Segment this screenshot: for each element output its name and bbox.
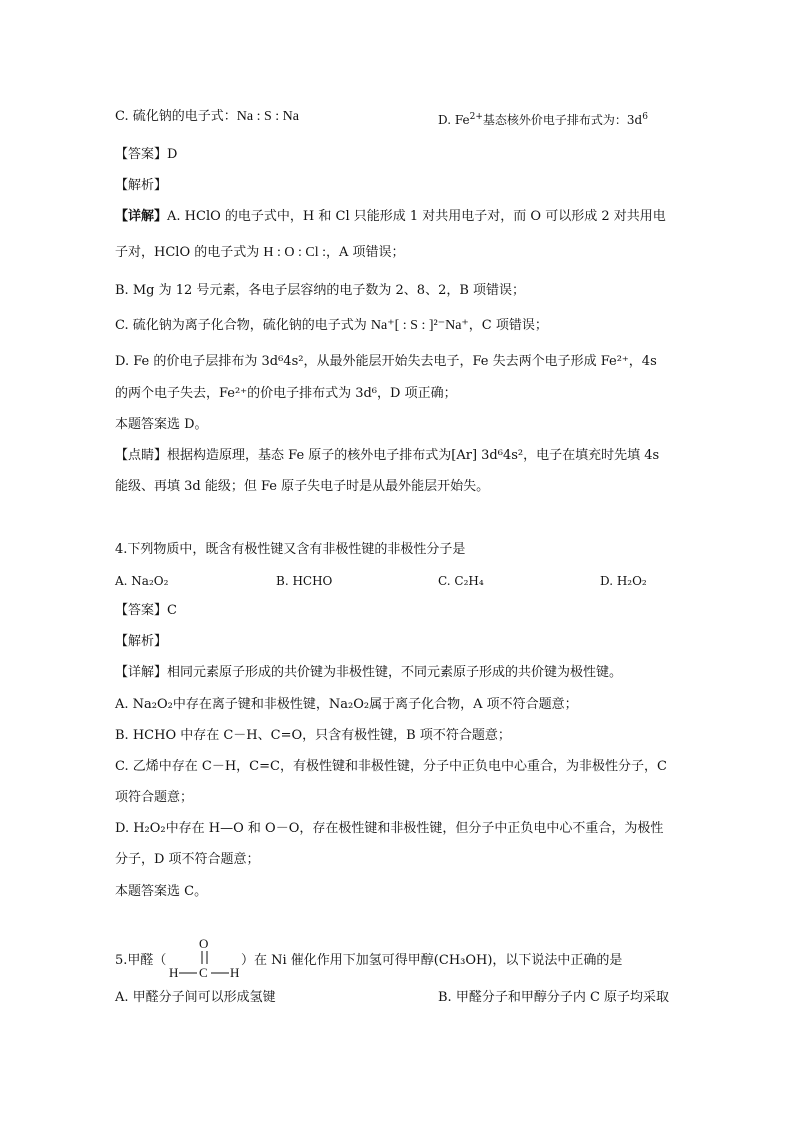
q5-option-b: B. 甲醛分子和甲醇分子内 C 原子均采取 bbox=[438, 990, 670, 1005]
q4-option-d: D. H₂O₂ bbox=[600, 574, 647, 588]
q4-a-line: A. Na₂O₂中存在离子键和非极性键，Na₂O₂属于离子化合物，A 项不符合题意； bbox=[115, 697, 578, 712]
q3-choose: 本题答案选 D。 bbox=[115, 417, 208, 432]
struct-h-right: H bbox=[230, 965, 240, 980]
q4-d-line-1: D. H₂O₂中存在 H—O 和 O－O，存在极性键和非极性键，但分子中正负电中心不重合，为极性 bbox=[115, 821, 664, 836]
q3-analysis: 【解析】 bbox=[115, 178, 168, 193]
q3-b-line: B. Mg 为 12 号元素，各电子层容纳的电子数为 2、8、2，B 项错误； bbox=[115, 283, 526, 298]
q4-d-line-2: 分子，D 项不符合题意； bbox=[115, 852, 260, 867]
q4-stem: 4.下列物质中，既含有极性键又含有非极性键的非极性分子是 bbox=[115, 542, 466, 557]
na2s-ionic-formula: Na⁺[ : S : ]²⁻Na⁺ bbox=[370, 318, 469, 333]
q3-option-c: C. 硫化钠的电子式：Na : S : Na bbox=[115, 109, 299, 124]
q4-option-a: A. Na₂O₂ bbox=[115, 574, 169, 588]
struct-h-left: H bbox=[169, 965, 179, 980]
struct-oxygen: O bbox=[199, 936, 209, 951]
q4-analysis: 【解析】 bbox=[115, 634, 168, 649]
q3-point-line-1: 【点睛】根据构造原理，基态 Fe 原子的核外电子排布式为[Ar] 3d⁶4s²，电子在填充时先填 4s bbox=[115, 448, 660, 463]
q4-c-line-2: 项符合题意； bbox=[115, 790, 194, 805]
q5-stem-suffix: ）在 Ni 催化作用下加氢可得甲醇(CH₃OH)，以下说法中正确的是 bbox=[241, 953, 623, 968]
q4-detail: 【详解】相同元素原子形成的共价键为非极性键，不同元素原子形成的共价键为极性键。 bbox=[115, 665, 623, 680]
q3-answer: 【答案】D bbox=[115, 147, 178, 162]
q4-answer: 【答案】C bbox=[115, 603, 177, 618]
q3-option-d: D. $Fe^{2+}$基态核外价电子排布式为：$3d^6$ bbox=[438, 112, 648, 127]
q3-c-line: C. 硫化钠为离子化合物，硫化钠的电子式为 Na⁺[ : S : ]²⁻Na⁺，C 项错误； bbox=[115, 318, 548, 333]
q3-point-line-2: 能级、再填 3d 能级；但 Fe 原子失电子时是从最外能层开始失。 bbox=[115, 479, 490, 494]
q3-detail-line-1: 【详解】A. HClO 的电子式中，H 和 Cl 只能形成 1 对共用电子对，而 O 可以形成 2 对共用电 bbox=[115, 209, 666, 224]
q5-stem-prefix: 5.甲醛（ bbox=[115, 953, 167, 968]
q4-option-b: B. HCHO bbox=[276, 574, 333, 588]
q4-option-c: C. C₂H₄ bbox=[438, 574, 484, 588]
formaldehyde-structure bbox=[165, 936, 245, 980]
hclo-formula: H : O : Cl : bbox=[263, 245, 326, 260]
struct-carbon: C bbox=[199, 965, 208, 980]
sodium-sulfide-formula: Na : S : Na bbox=[236, 109, 299, 124]
q4-c-line-1: C. 乙烯中存在 C－H，C=C，有极性键和非极性键，分子中正负电中心重合，为非极性分子，C bbox=[115, 759, 667, 774]
q3-detail-line-2: 子对，HClO 的电子式为 H : O : Cl :，A 项错误； bbox=[115, 245, 405, 260]
q4-choose: 本题答案选 C。 bbox=[115, 884, 208, 899]
q5-option-a: A. 甲醛分子间可以形成氢键 bbox=[115, 990, 276, 1005]
q3-d-line-2: 的两个电子失去，Fe²⁺的价电子排布式为 3d⁶，D 项正确； bbox=[115, 386, 457, 401]
q3-d-line-1: D. Fe 的价电子层排布为 3d⁶4s²，从最外能层开始失去电子，Fe 失去两个电子形成 Fe²⁺，4s bbox=[115, 354, 657, 369]
q4-b-line: B. HCHO 中存在 C－H、C=O，只含有极性键，B 项不符合题意； bbox=[115, 728, 511, 743]
